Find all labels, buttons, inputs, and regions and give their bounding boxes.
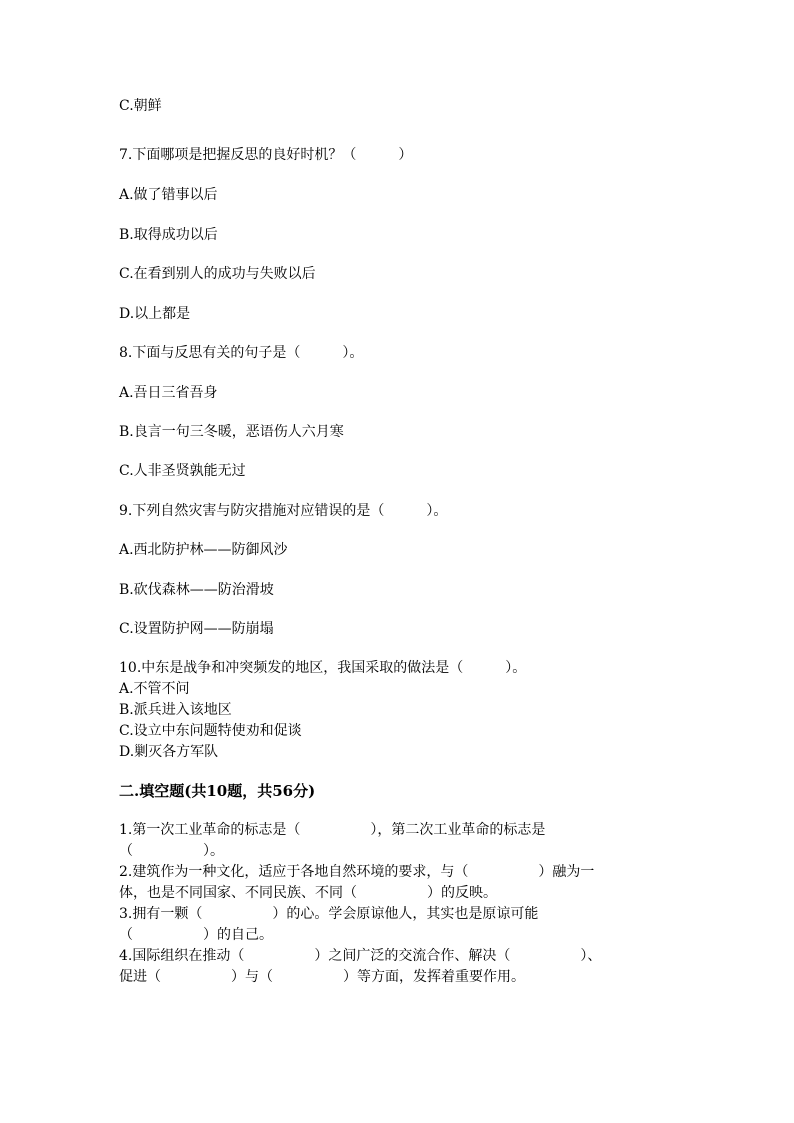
q10-option-d: D.剿灭各方军队 (119, 744, 219, 760)
fill-line: 4.国际组织在推动（ ）之间广泛的交流合作、解决（ ）、 (119, 948, 602, 964)
q7-option-a: A.做了错事以后 (119, 187, 218, 203)
q7-option-d: D.以上都是 (119, 306, 191, 322)
q10-question: 10.中东是战争和冲突频发的地区，我国采取的做法是（ ）。 (119, 660, 527, 676)
q8-option-c: C.人非圣贤孰能无过 (119, 463, 246, 479)
section-heading-fill-in: 二.填空题(共10题，共56分) (119, 782, 316, 800)
fill-line: 体，也是不同国家、不同民族、不同（ ）的反映。 (119, 885, 497, 901)
q7-option-c: C.在看到别人的成功与失败以后 (119, 266, 316, 282)
q9-option-b: B.砍伐森林——防治滑坡 (119, 582, 274, 598)
fill-line: （ ）。 (119, 843, 224, 859)
q9-option-c: C.设置防护网——防崩塌 (119, 621, 274, 637)
q8-option-b: B.良言一句三冬暖，恶语伤人六月寒 (119, 424, 344, 440)
q7-option-b: B.取得成功以后 (119, 227, 218, 243)
q6-option-c: C.朝鲜 (119, 98, 162, 114)
fill-line: 促进（ ）与（ ）等方面，发挥着重要作用。 (119, 969, 525, 985)
fill-line: （ ）的自己。 (119, 927, 273, 943)
q10-option-a: A.不管不问 (119, 681, 190, 697)
q8-question: 8.下面与反思有关的句子是（ ）。 (119, 345, 364, 361)
q7-question: 7.下面哪项是把握反思的良好时机？（ ） (119, 147, 413, 163)
q10-option-c: C.设立中东问题特使劝和促谈 (119, 723, 302, 739)
fill-line: 2.建筑作为一种文化，适应于各地自然环境的要求，与（ ）融为一 (119, 864, 595, 880)
q10-option-b: B.派兵进入该地区 (119, 702, 232, 718)
q9-option-a: A.西北防护林——防御风沙 (119, 542, 288, 558)
fill-line: 1.第一次工业革命的标志是（ ），第二次工业革命的标志是 (119, 822, 546, 838)
q8-option-a: A.吾日三省吾身 (119, 385, 218, 401)
fill-line: 3.拥有一颗（ ）的心。学会原谅他人，其实也是原谅可能 (119, 906, 539, 922)
q9-question: 9.下列自然灾害与防灾措施对应错误的是（ ）。 (119, 503, 448, 519)
